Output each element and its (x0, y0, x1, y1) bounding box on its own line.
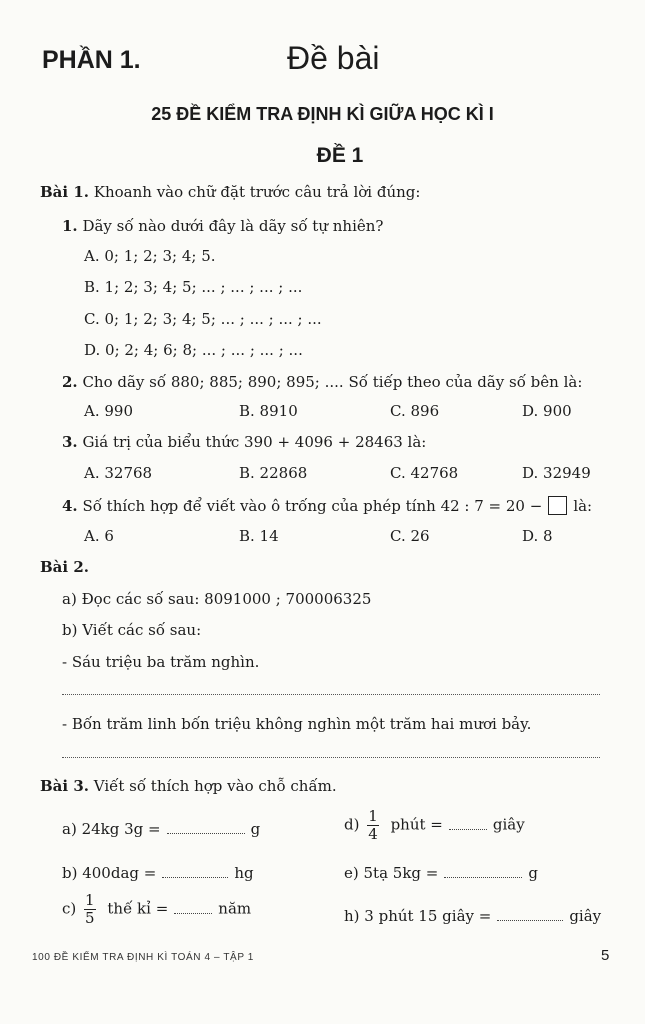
fraction-one-fifth (83, 892, 97, 927)
q2-number: 2. (62, 373, 78, 391)
bai1-instruction: Khoanh vào chữ đặt trước câu trả lời đúng: (93, 183, 421, 201)
bai3-item-c (62, 892, 251, 927)
q1-text: Dãy số nào dưới đây là dãy số tự nhiên? (82, 217, 384, 235)
item-c-blank[interactable] (174, 903, 212, 914)
q3-option-b[interactable]: B. 22868 (239, 464, 308, 482)
bai2-part-b: b) Viết các số sau: (62, 621, 202, 639)
item-h-unit: giây (569, 907, 602, 925)
q2-text: Cho dãy số 880; 885; 890; 895; .... Số tiếp theo của dãy số bên là: (82, 373, 583, 391)
answer-line-2[interactable] (62, 757, 600, 758)
bai2-item-1: - Sáu triệu ba trăm nghìn. (62, 653, 260, 671)
q2-option-c[interactable]: C. 896 (390, 402, 440, 420)
q1-option-d[interactable]: D. 0; 2; 4; 6; 8; ... ; ... ; ... ; ... (84, 341, 303, 359)
q3-option-c[interactable]: C. 42768 (390, 464, 459, 482)
item-e-text: e) 5tạ 5kg = (344, 864, 439, 882)
item-c-label: c) (62, 899, 77, 918)
item-a-blank[interactable] (167, 823, 245, 834)
item-d-text: phút = (390, 815, 443, 834)
bai3-heading (40, 777, 337, 795)
bai3-label: Bài 3. (40, 777, 89, 795)
q2-option-b[interactable]: B. 8910 (239, 402, 298, 420)
item-e-blank[interactable] (444, 867, 522, 878)
item-c-text: thế kỉ = (107, 899, 169, 918)
subtitle: 25 ĐỀ KIỂM TRA ĐỊNH KÌ GIỮA HỌC KÌ I (151, 104, 494, 124)
item-d-unit: giây (492, 815, 525, 834)
q1-option-c[interactable]: C. 0; 1; 2; 3; 4; 5; ... ; ... ; ... ; ... (84, 310, 322, 328)
q3-option-d[interactable]: D. 32949 (522, 464, 591, 482)
q4-number: 4. (62, 497, 78, 515)
item-a-unit: g (250, 820, 261, 838)
item-c-unit: năm (218, 899, 252, 918)
q2-option-a[interactable]: A. 990 (84, 402, 133, 420)
item-b-text: b) 400dag = (62, 864, 157, 882)
exam-title: ĐỀ 1 (316, 144, 364, 167)
bai3-instruction: Viết số thích hợp vào chỗ chấm. (93, 777, 337, 795)
fraction-numerator: 1 (85, 891, 95, 909)
bai1-heading (40, 183, 420, 201)
fraction-denominator: 4 (368, 825, 378, 843)
q3-option-a[interactable]: A. 32768 (84, 464, 153, 482)
answer-box[interactable] (548, 496, 567, 515)
q2-option-d[interactable]: D. 900 (522, 402, 572, 420)
item-h-blank[interactable] (497, 910, 563, 921)
q3-question (62, 433, 426, 451)
q1-option-b[interactable]: B. 1; 2; 3; 4; 5; ... ; ... ; ... ; ... (84, 278, 303, 296)
fraction-denominator: 5 (85, 909, 95, 927)
item-b-unit: hg (234, 864, 254, 882)
q4-option-c[interactable]: C. 26 (390, 527, 430, 545)
bai1-label: Bài 1. (40, 183, 89, 201)
bai3-item-e (344, 864, 538, 882)
book-title-footer: 100 ĐỀ KIỂM TRA ĐỊNH KÌ TOÁN 4 – TẬP 1 (32, 952, 254, 963)
fraction-one-quarter (366, 808, 380, 843)
answer-line-1[interactable] (62, 694, 600, 695)
q1-number: 1. (62, 217, 78, 235)
part-heading: PHẦN 1. (42, 46, 141, 74)
bai2-part-a: a) Đọc các số sau: 8091000 ; 700006325 (62, 590, 372, 608)
q4-option-b[interactable]: B. 14 (239, 527, 279, 545)
q1-question (62, 217, 383, 235)
item-e-unit: g (528, 864, 538, 882)
q1-option-a[interactable]: A. 0; 1; 2; 3; 4; 5. (84, 247, 216, 265)
q3-number: 3. (62, 433, 78, 451)
q4-option-a[interactable]: A. 6 (84, 527, 114, 545)
item-d-blank[interactable] (449, 819, 487, 830)
fraction-numerator: 1 (368, 807, 378, 825)
item-a-text: a) 24kg 3g = (62, 820, 161, 838)
q4-text: Số thích hợp để viết vào ô trống của phép tính 42 : 7 = 20 − (82, 497, 543, 515)
bai3-item-a (62, 820, 260, 838)
bai2-item-2: - Bốn trăm linh bốn triệu không nghìn một trăm hai mươi bảy. (62, 715, 532, 733)
q2-question (62, 373, 582, 391)
bai3-item-h (344, 907, 601, 925)
bai2-label: Bài 2. (40, 558, 89, 576)
bai3-item-d (344, 808, 525, 843)
page-number: 5 (601, 947, 610, 964)
item-d-label: d) (344, 815, 360, 834)
bai3-item-b (62, 864, 254, 882)
item-h-text: h) 3 phút 15 giây = (344, 907, 492, 925)
q3-text: Giá trị của biểu thức 390 + 4096 + 28463 là: (82, 433, 427, 451)
item-b-blank[interactable] (162, 867, 228, 878)
q4-question (62, 496, 592, 515)
q4-text-end: là: (573, 497, 593, 515)
q4-option-d[interactable]: D. 8 (522, 527, 553, 545)
section-title: Đề bài (287, 40, 380, 76)
